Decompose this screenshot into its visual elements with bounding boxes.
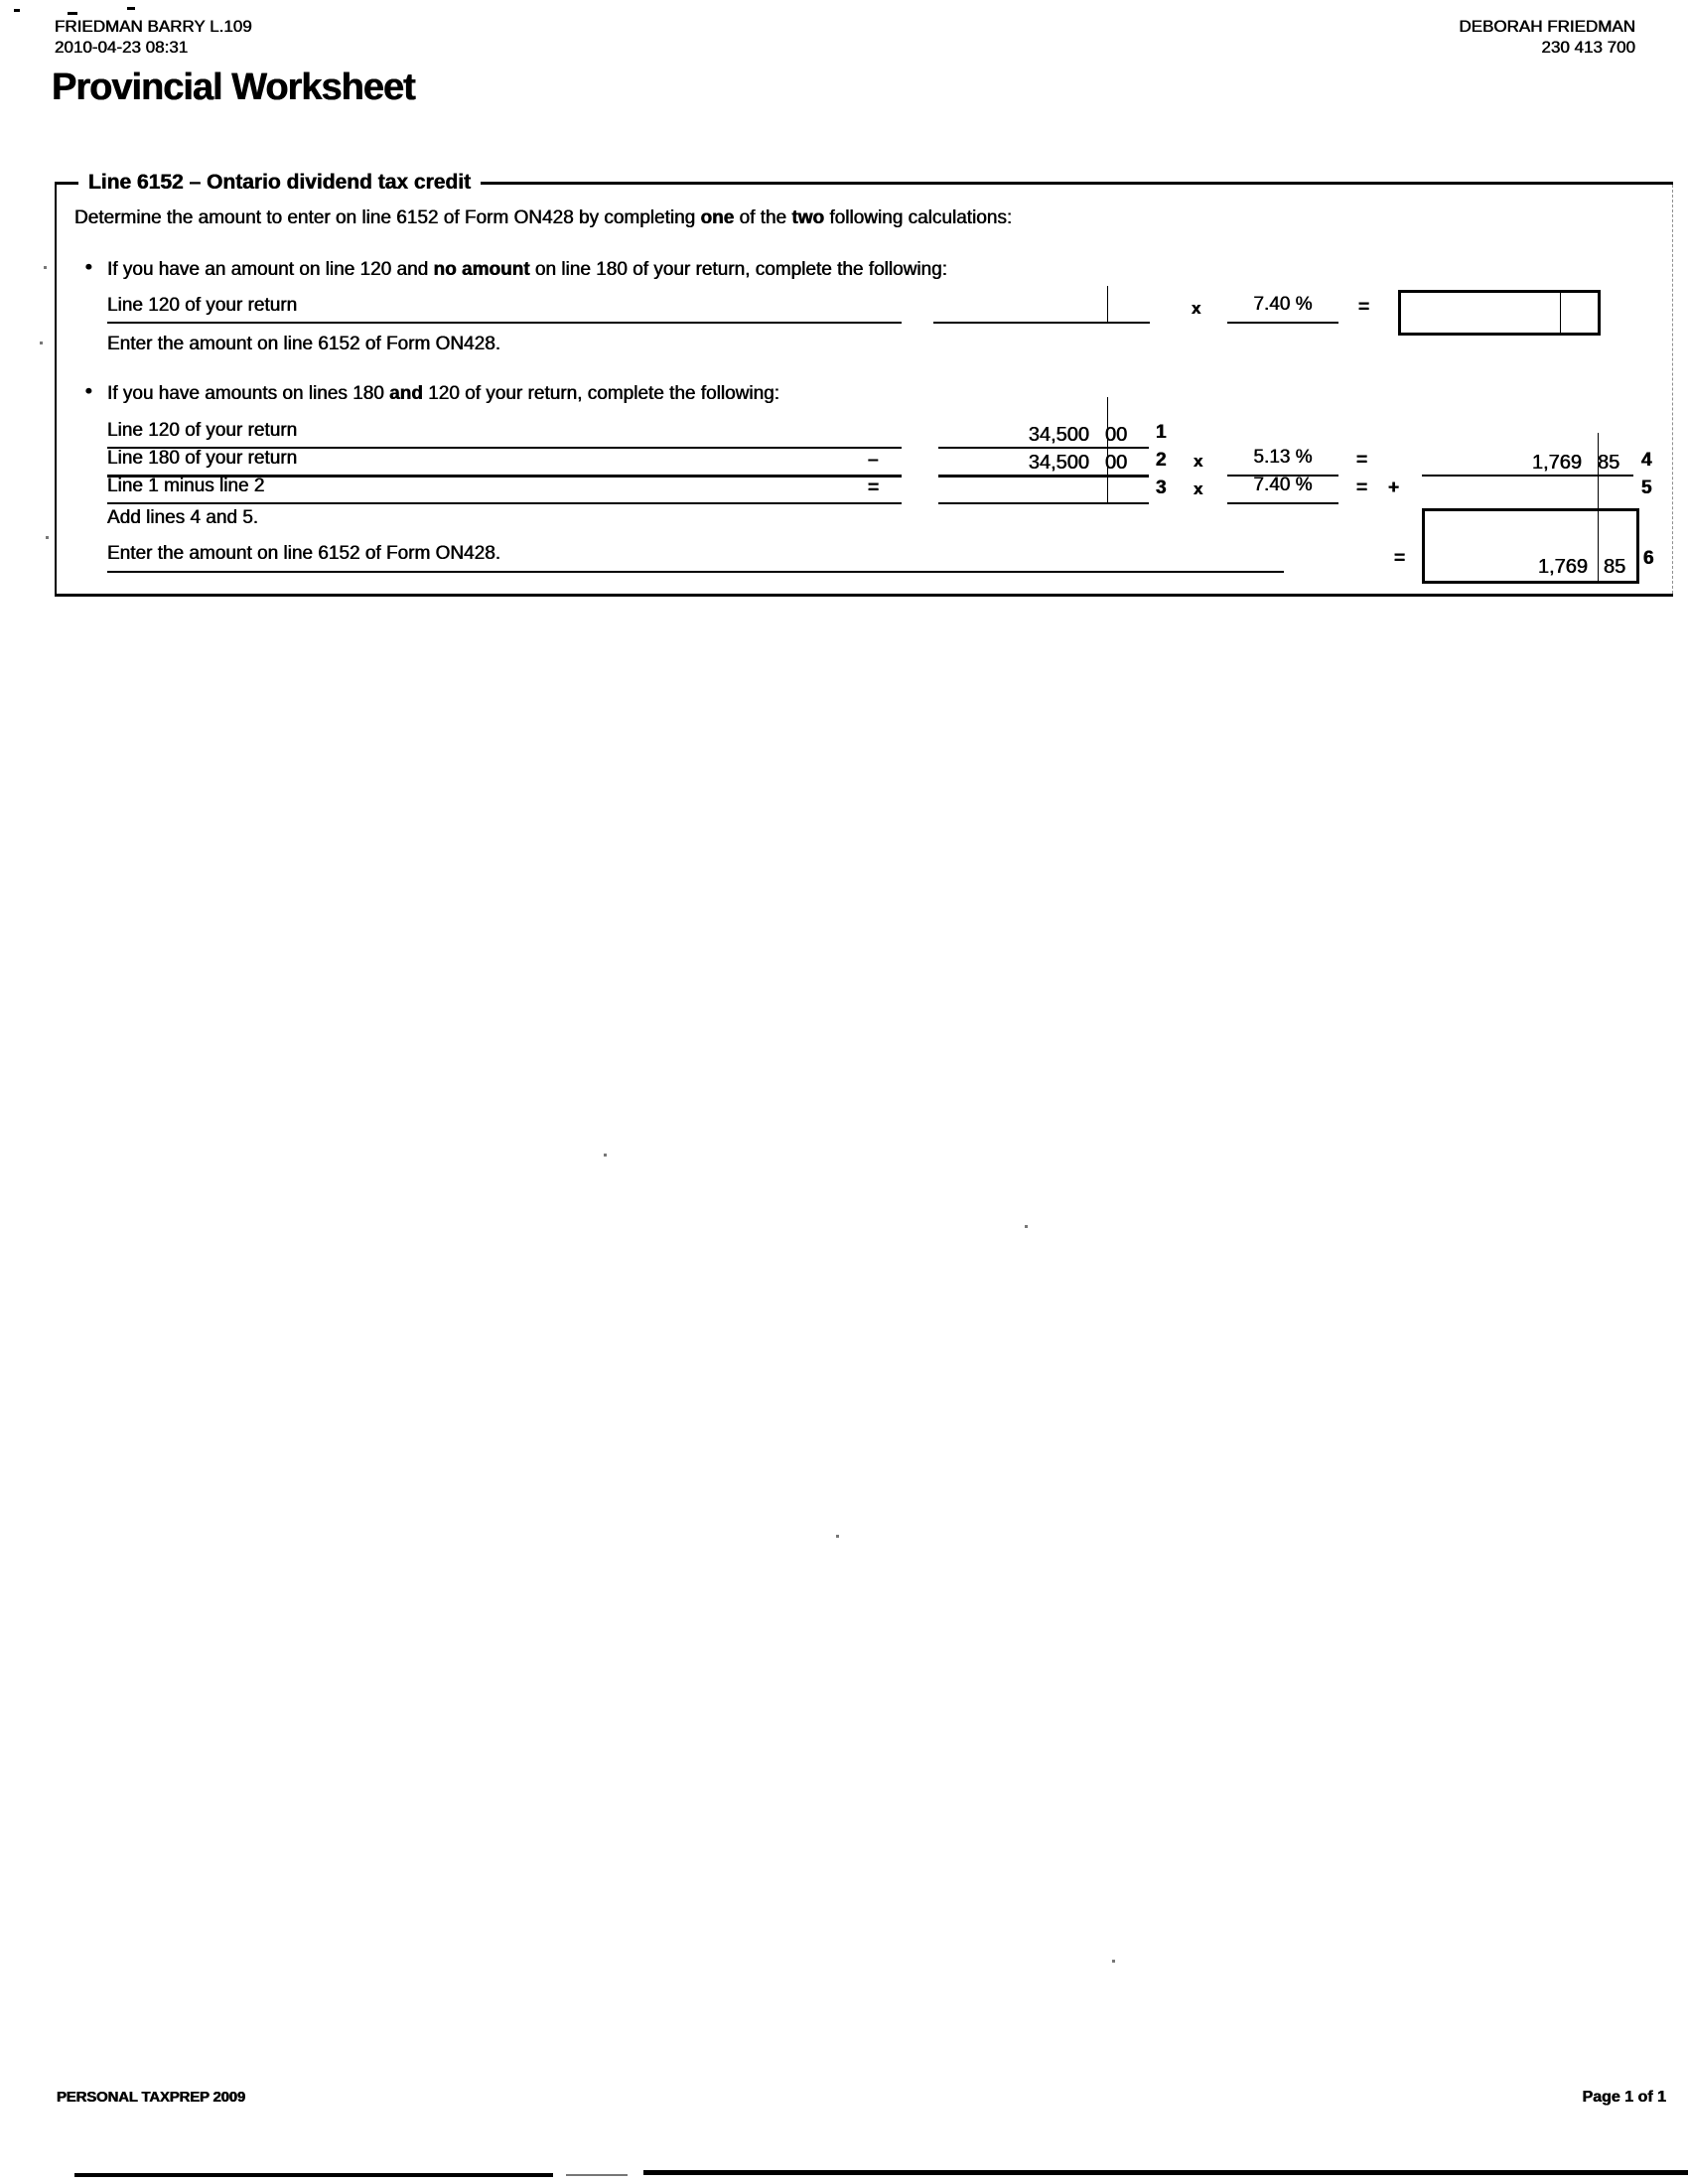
line-number-5: 5 bbox=[1641, 478, 1652, 498]
cents-divider bbox=[1560, 293, 1561, 333]
scan-artifact bbox=[44, 266, 47, 269]
calc2-row3-rate: 7.40 % bbox=[1227, 475, 1338, 504]
plus-sign: + bbox=[1388, 478, 1400, 498]
bullet-icon: • bbox=[85, 257, 92, 278]
sin-number: 230 413 700 bbox=[1541, 38, 1635, 57]
calc2-row3-label: Line 1 minus line 2 bbox=[107, 475, 902, 504]
scan-artifact bbox=[127, 7, 135, 10]
section-legend: Line 6152 – Ontario dividend tax credit bbox=[88, 171, 472, 194]
calc2-row2-rate: 5.13 % bbox=[1227, 447, 1338, 477]
calc1-condition: If you have an amount on line 120 and no amount on line 180 of your return, complete the following: bbox=[107, 259, 947, 280]
calc1-line120-label: Line 120 of your return bbox=[107, 294, 902, 324]
calc1-equals-sign: = bbox=[1358, 297, 1370, 318]
taxpayer-header-left bbox=[55, 16, 252, 58]
calc2-row3-equals-sign: = bbox=[1356, 478, 1368, 498]
section-border-bottom bbox=[55, 594, 1673, 597]
taxpayer-name-left: FRIEDMAN BARRY L.109 bbox=[55, 17, 252, 36]
line-number-4: 4 bbox=[1641, 450, 1652, 471]
calc2-row3-times-sign: x bbox=[1194, 479, 1203, 498]
calc2-row1-label: Line 120 of your return bbox=[107, 419, 902, 449]
section-border-left bbox=[55, 183, 57, 594]
calc2-line6-amount: 1,769 85 bbox=[1537, 556, 1626, 578]
scan-artifact bbox=[74, 2173, 553, 2177]
calc2-row5-equals-sign: = bbox=[1394, 548, 1406, 569]
taxpayer-name-right: DEBORAH FRIEDMAN bbox=[1459, 17, 1635, 36]
software-name: PERSONAL TAXPREP 2009 bbox=[57, 2089, 246, 2106]
scan-artifact bbox=[1025, 1225, 1028, 1228]
calc2-row3-amount bbox=[938, 475, 1149, 504]
scan-artifact bbox=[14, 9, 20, 12]
cents-divider bbox=[1598, 433, 1599, 508]
line-number-3: 3 bbox=[1156, 478, 1167, 498]
calc2-line4-amount: 1,769 85 bbox=[1422, 447, 1633, 477]
calc2-row2-times-sign: x bbox=[1194, 452, 1203, 471]
scan-artifact bbox=[643, 2170, 1688, 2175]
page-title: Provincial Worksheet bbox=[52, 67, 415, 108]
section-border-right bbox=[1672, 185, 1673, 594]
scan-artifact bbox=[836, 1535, 839, 1538]
scan-artifact bbox=[46, 536, 49, 539]
calc1-result-box bbox=[1398, 290, 1601, 336]
scan-artifact bbox=[566, 2174, 628, 2176]
calc1-rate: 7.40 % bbox=[1227, 294, 1338, 324]
calc2-row2-equals-sign: = bbox=[1356, 450, 1368, 471]
cents-divider bbox=[1107, 397, 1108, 502]
minus-sign: – bbox=[868, 450, 879, 471]
cents-divider bbox=[1107, 286, 1108, 324]
calc2-row2-label: Line 180 of your return bbox=[107, 447, 902, 478]
bullet-icon: • bbox=[85, 381, 92, 402]
calc2-row2-amount: 34,500 00 bbox=[938, 447, 1149, 478]
scan-artifact bbox=[1112, 1960, 1115, 1963]
calc1-enter-label: Enter the amount on line 6152 of Form ON428. bbox=[107, 334, 501, 354]
page-number: Page 1 of 1 bbox=[1582, 2089, 1666, 2106]
legend-rule bbox=[481, 182, 1673, 185]
scan-artifact bbox=[68, 12, 77, 15]
calc1-amount-field bbox=[933, 294, 1150, 324]
line-number-1: 1 bbox=[1156, 422, 1167, 443]
calc2-row1-amount: 34,500 00 bbox=[938, 419, 1149, 449]
calc2-row4-label: Add lines 4 and 5. bbox=[107, 507, 259, 528]
equals-sign: = bbox=[868, 478, 880, 498]
scan-artifact bbox=[604, 1154, 607, 1157]
legend-corner-dash bbox=[55, 182, 78, 185]
taxpayer-header-right bbox=[1459, 16, 1635, 58]
total-result-box bbox=[1422, 508, 1639, 584]
line-number-2: 2 bbox=[1156, 450, 1167, 471]
scan-artifact bbox=[40, 341, 43, 344]
section-legend-row bbox=[55, 169, 1673, 197]
print-datetime: 2010-04-23 08:31 bbox=[55, 38, 189, 57]
calc2-row5-label: Enter the amount on line 6152 of Form ON428. bbox=[107, 542, 1284, 573]
calc1-times-sign: x bbox=[1192, 299, 1201, 318]
intro-text: Determine the amount to enter on line 6152 of Form ON428 by completing one of the two following calculations: bbox=[74, 207, 1013, 228]
line-number-6: 6 bbox=[1643, 548, 1654, 569]
calc2-condition: If you have amounts on lines 180 and 120 of your return, complete the following: bbox=[107, 383, 780, 404]
